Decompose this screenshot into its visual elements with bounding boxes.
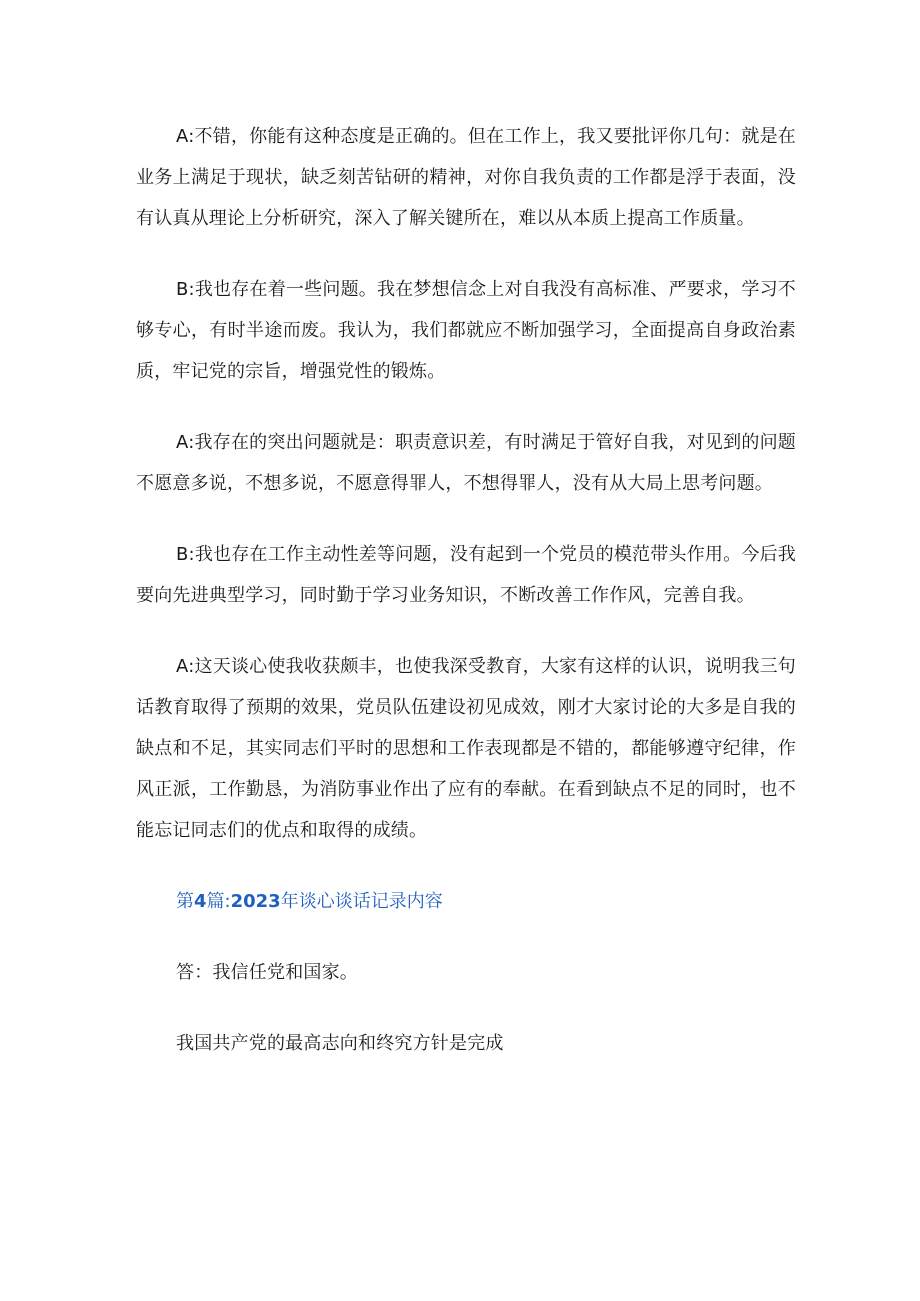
- heading-number: 4: [194, 891, 207, 912]
- paragraph: 我国共产党的最高志向和终究方针是完成: [176, 1033, 504, 1054]
- paragraph: B:我也存在工作主动性差等问题，没有起到一个党员的模范带头作用。今后我要向先进典型学习，同时勤于学习业务知识，不断改善工作作风，完善自我。: [136, 544, 796, 606]
- paragraph: A:我存在的突出问题就是：职责意识差，有时满足于管好自我，对见到的问题不愿意多说，不想多说，不愿意得罪人，不想得罪人，没有从大局上思考问题。: [136, 432, 796, 494]
- heading-suffix: 年谈心谈话记录内容: [280, 891, 443, 912]
- paragraph: A:不错，你能有这种态度是正确的。但在工作上，我又要批评你几句：就是在业务上满足于现状，缺乏刻苦钻研的精神，对你自我负责的工作都是浮于表面，没有认真从理论上分析研究，深入了解关键所在，难以从本质上提高工作质量。: [136, 126, 796, 229]
- section-heading: [136, 881, 796, 922]
- document-body: [136, 116, 796, 1094]
- paragraph: B:我也存在着一些问题。我在梦想信念上对自我没有高标准、严要求，学习不够专心，有时半途而废。我认为，我们都就应不断加强学习，全面提高自身政治素质，牢记党的宗旨，增强党性的锻炼。: [136, 279, 796, 382]
- heading-prefix: 第: [176, 891, 194, 912]
- paragraph: A:这天谈心使我收获颇丰，也使我深受教育，大家有这样的认识，说明我三句话教育取得了预期的效果，党员队伍建设初见成效，刚才大家讨论的大多是自我的缺点和不足，其实同志们平时的思想和工作表现都是不错的，都能够遵守纪律，作风正派，工作勤恳，为消防事业作出了应有的奉献。在看到缺点不足的同时，也不能忘记同志们的优点和取得的成绩。: [136, 656, 796, 841]
- heading-year: 2023: [230, 891, 281, 912]
- heading-mid: 篇:: [206, 891, 231, 912]
- paragraph: 答：我信任党和国家。: [176, 962, 358, 983]
